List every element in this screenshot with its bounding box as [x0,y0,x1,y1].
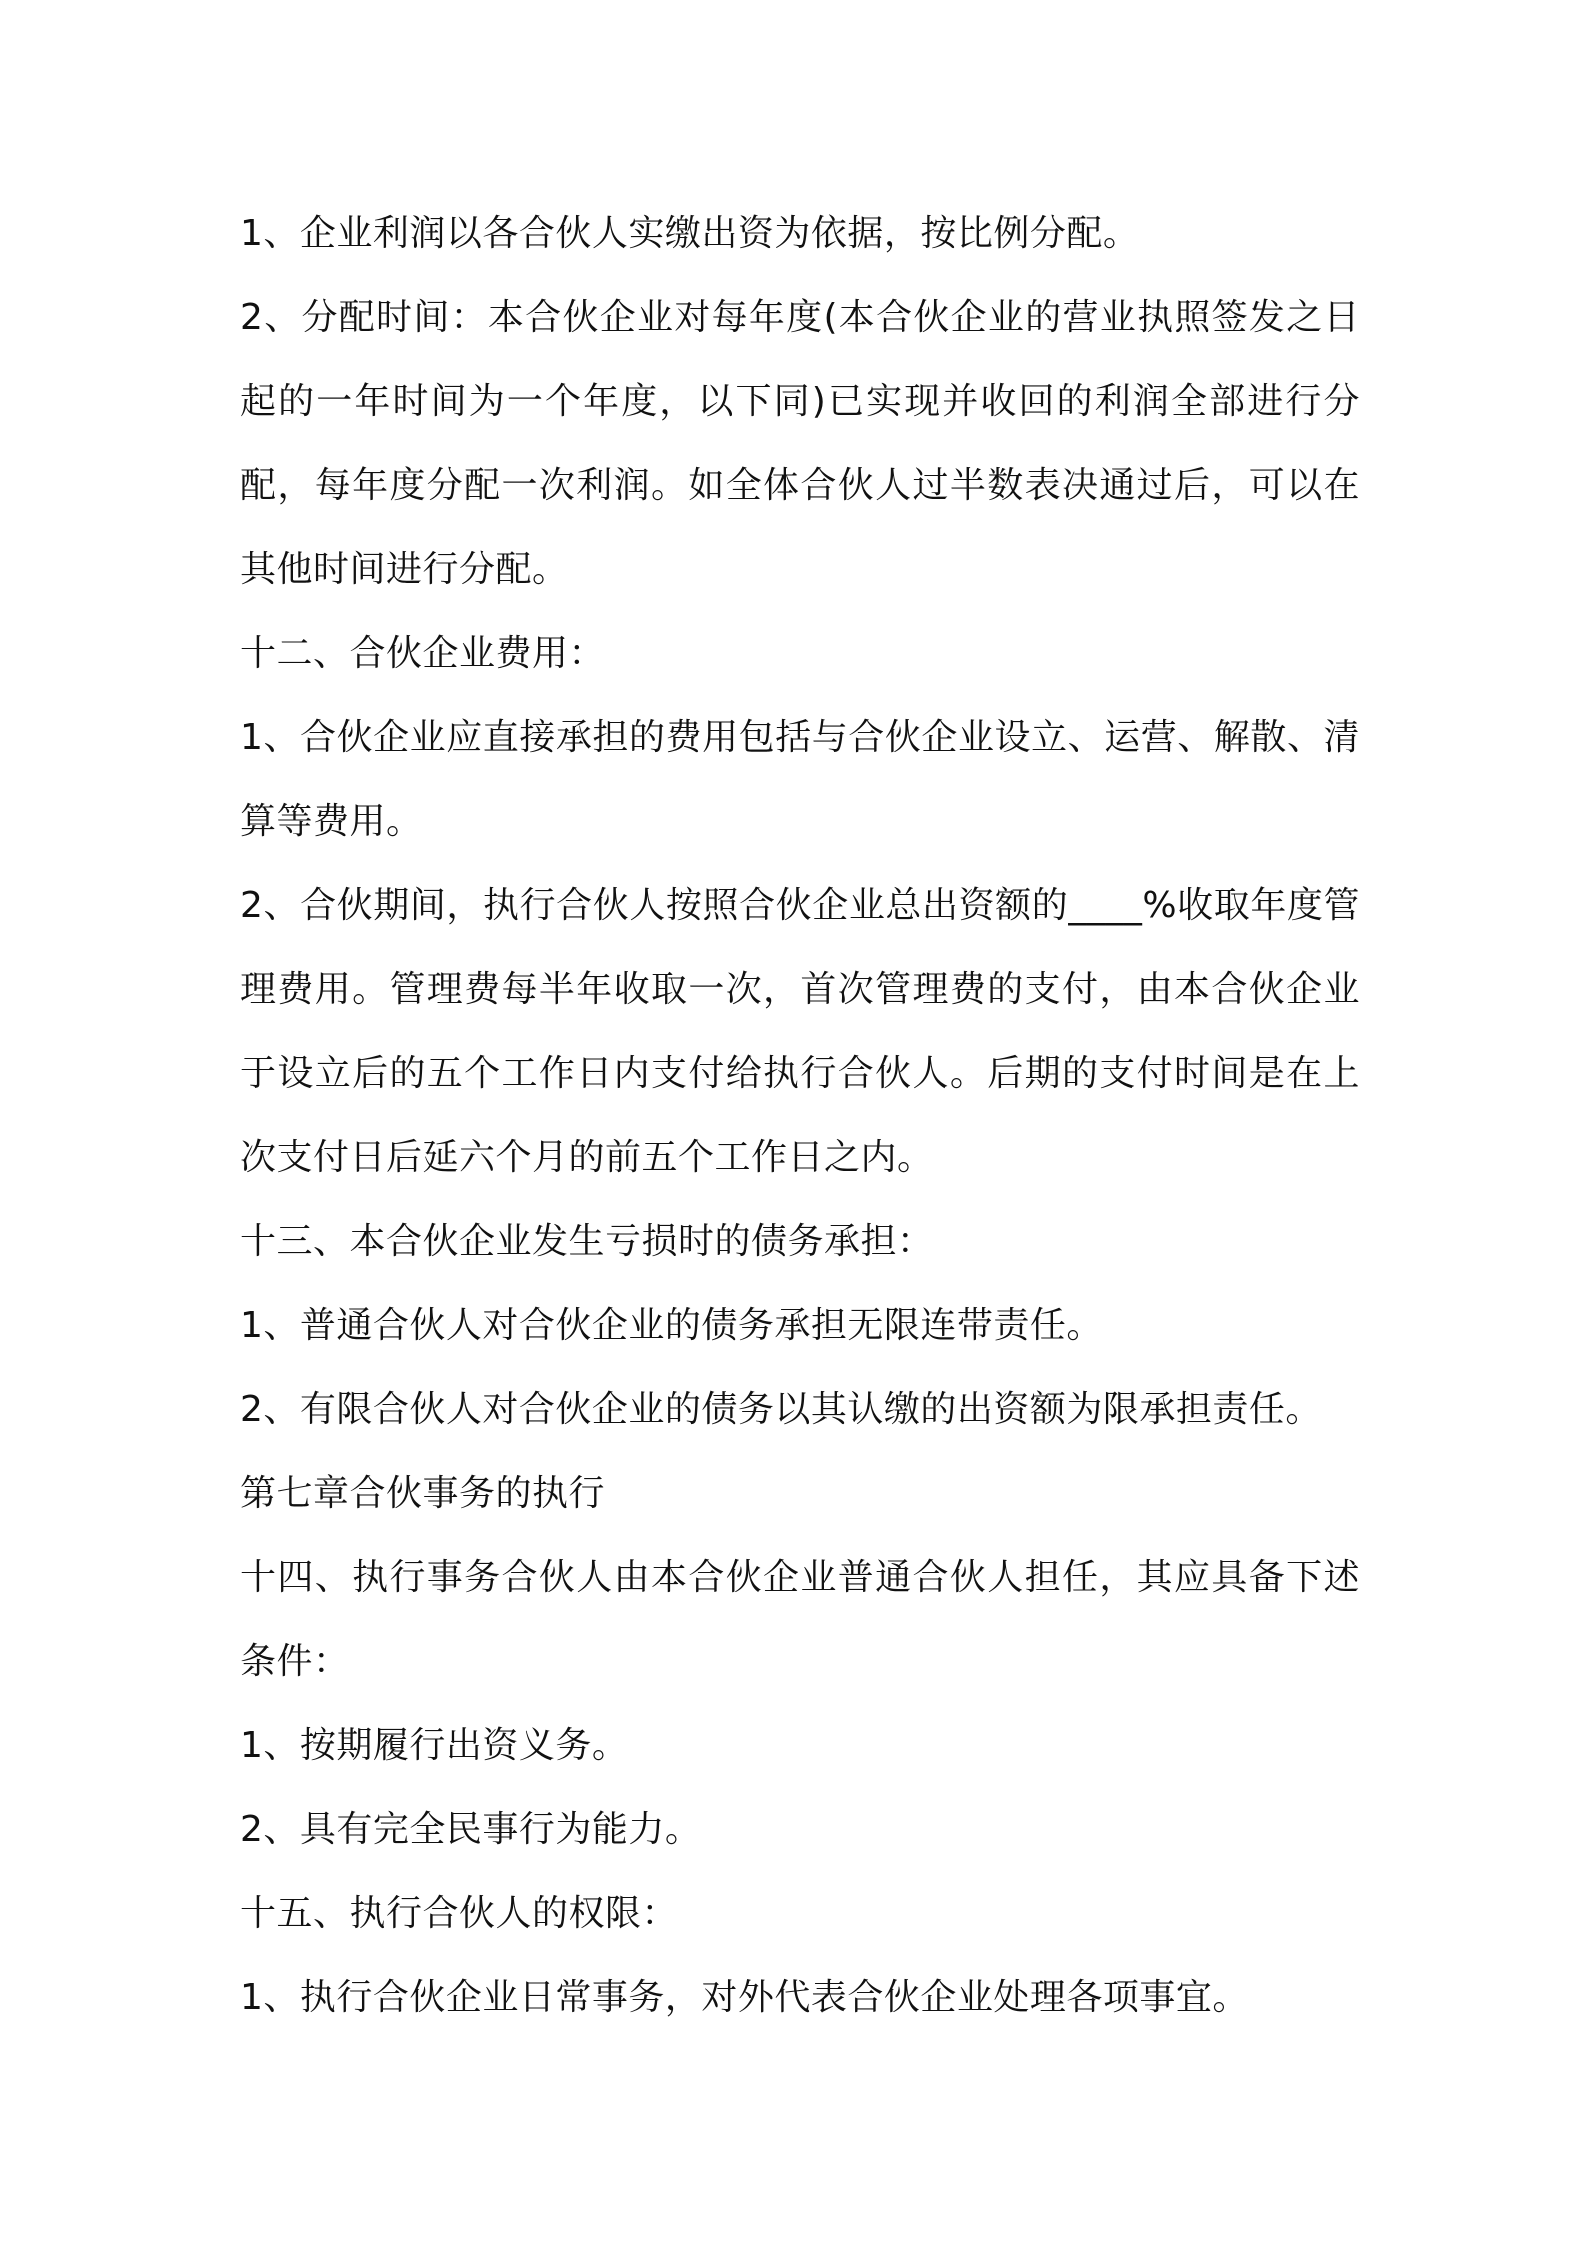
section-heading-12: 十二、合伙企业费用： [240,633,606,674]
document-body [240,192,1360,2040]
section-heading-15: 十五、执行合伙人的权限： [240,1893,679,1934]
section-heading-14: 十四、执行事务合伙人由本合伙企业普通合伙人担任，其应具备下述条件： [240,1557,1360,1682]
paragraph-general-partner-liability: 1、普通合伙人对合伙企业的债务承担无限连带责任。 [240,1305,1103,1346]
paragraph-distribution-time: 2、分配时间：本合伙企业对每年度(本合伙企业的营业执照签发之日起的一年时间为一个年度，以下同)已实现并收回的利润全部进行分配，每年度分配一次利润。如全体合伙人过半数表决通过后，可以在其他时间进行分配。 [240,297,1360,590]
chapter-heading-7: 第七章合伙事务的执行 [240,1473,606,1514]
paragraph-daily-affairs: 1、执行合伙企业日常事务，对外代表合伙企业处理各项事宜。 [240,1977,1249,2018]
paragraph-civil-capacity: 2、具有完全民事行为能力。 [240,1809,702,1850]
paragraph-profit-basis: 1、企业利润以各合伙人实缴出资为依据，按比例分配。 [240,213,1140,254]
paragraph-limited-partner-liability: 2、有限合伙人对合伙企业的债务以其认缴的出资额为限承担责任。 [240,1389,1322,1430]
section-heading-13: 十三、本合伙企业发生亏损时的债务承担： [240,1221,934,1262]
paragraph-direct-expenses: 1、合伙企业应直接承担的费用包括与合伙企业设立、运营、解散、清算等费用。 [240,717,1360,842]
paragraph-management-fee: 2、合伙期间，执行合伙人按照合伙企业总出资额的____%收取年度管理费用。管理费每半年收取一次，首次管理费的支付，由本合伙企业于设立后的五个工作日内支付给执行合伙人。后期的支付时间是在上次支付日后延六个月的前五个工作日之内。 [240,885,1360,1178]
paragraph-contribution-obligation: 1、按期履行出资义务。 [240,1725,629,1766]
